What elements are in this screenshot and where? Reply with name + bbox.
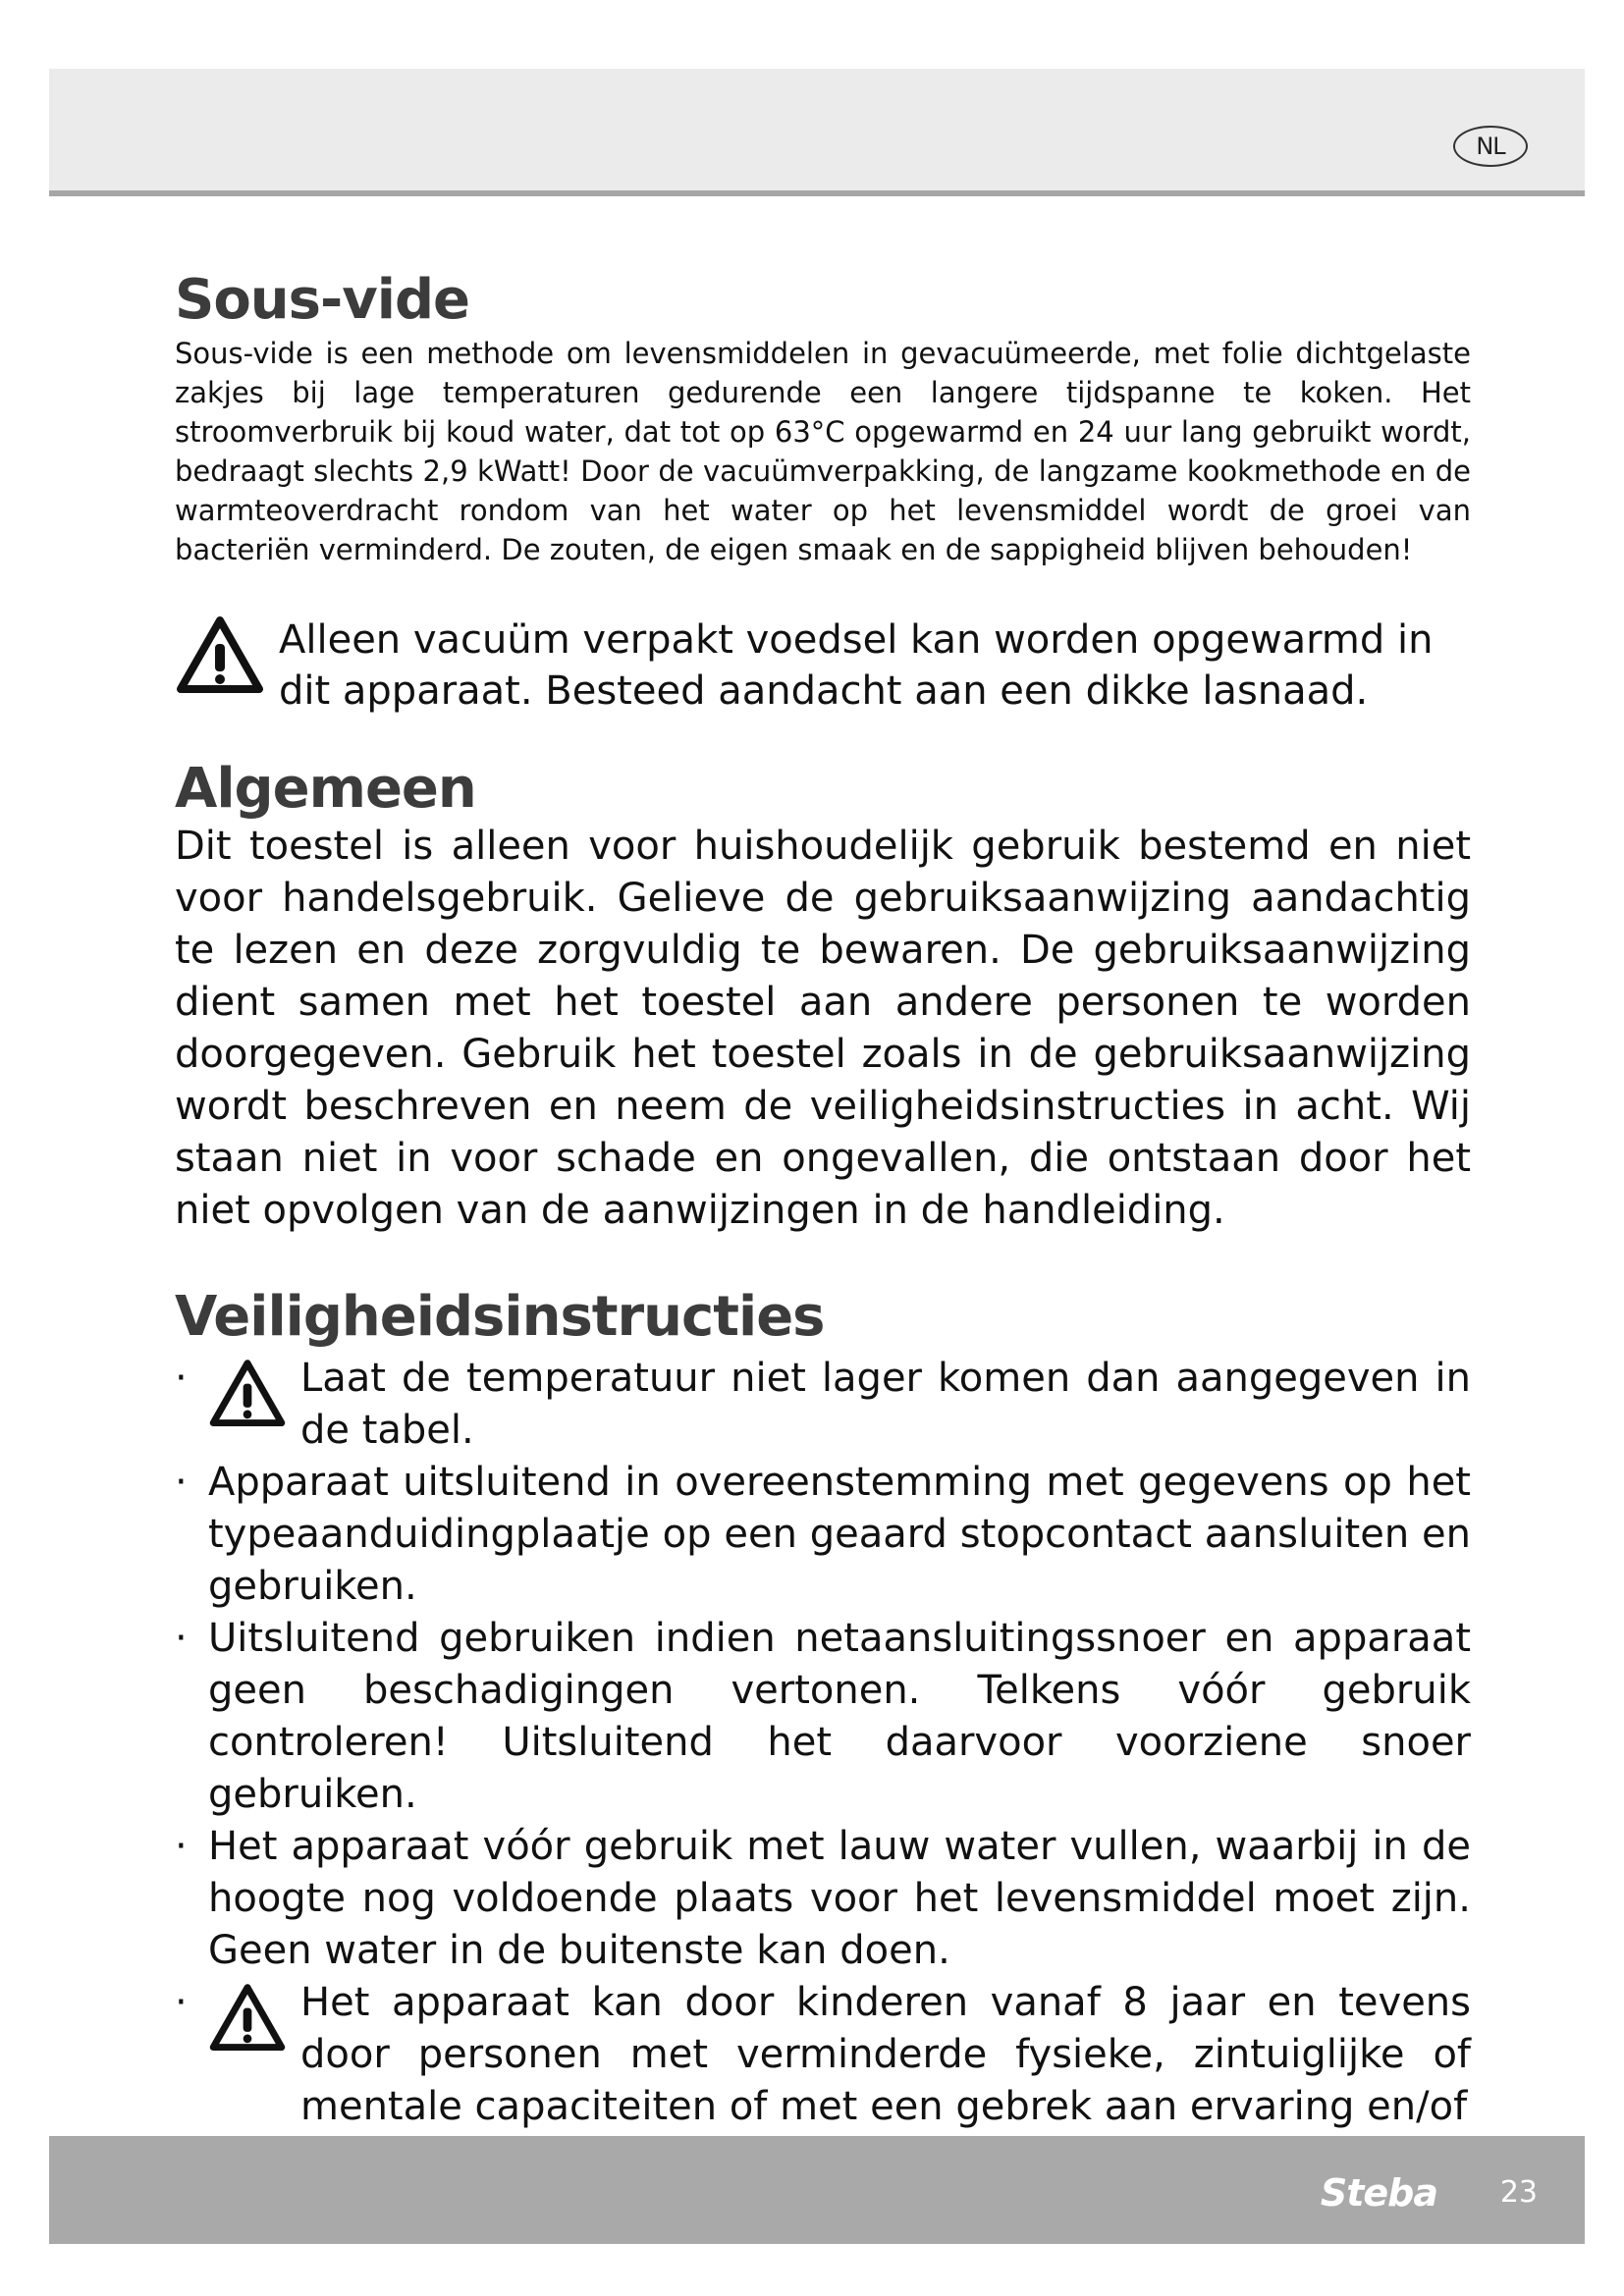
safety-item-text: Apparaat uitsluitend in overeenstemming met gegevens op het typeaanduidingplaatje op een geaard stopcontact aansluiten en gebruiken. [208, 1460, 1471, 1609]
sous-vide-paragraph: Sous-vide is een methode om levensmiddelen in gevacuümeerde, met folie dichtgelaste zakjes bij lage temperaturen gedurende een langere tijdspanne te koken. Het stroomverbruik bij koud water, dat tot op 63°C opgewarmd en 24 uur lang gebruikt wordt, bedraagt slechts 2,9 kWatt! Door de vacuümverpakking, de langzame kookmethode en de warmteoverdracht rondom van het water op het levensmiddel wordt de groei van bacteriën verminderd. De zouten, de eigen smaak en de sappigheid blijven behouden! [175, 337, 1471, 566]
brand-logo: Steba [1320, 2171, 1437, 2215]
list-item [175, 1613, 1471, 1821]
list-item [175, 1457, 1471, 1613]
warning-text: Alleen vacuüm verpakt voedsel kan worden opgewarmd in dit apparaat. Besteed aandacht aan een dikke lasnaad. [279, 617, 1434, 714]
bullet-dot: · [175, 1824, 188, 1869]
safety-item-text: Laat de temperatuur niet lager komen dan aangegeven in de tabel. [300, 1356, 1471, 1453]
heading-sous-vide: Sous-vide [175, 268, 470, 332]
section-algemeen [175, 758, 1471, 1237]
warning-triangle-icon [208, 1357, 287, 1431]
bullet-dot: · [175, 1980, 188, 2025]
bullet-dot: · [175, 1616, 188, 1661]
page-number: 23 [1499, 2175, 1538, 2210]
safety-item-text: Het apparaat vóór gebruik met lauw water vullen, waarbij in de hoogte nog voldoende plaats voor het levensmiddel moet zijn. Geen water in de buitenste kan doen. [208, 1824, 1471, 1973]
footer-bar [49, 2136, 1585, 2244]
list-item [175, 1977, 1471, 2133]
warning-triangle-icon [208, 1981, 287, 2056]
section-veiligheid [175, 1286, 1471, 2133]
safety-item-text: Het apparaat kan door kinderen vanaf 8 jaar en tevens door personen met verminderde fysieke, zintuiglijke of mentale capaciteiten of met een gebrek aan ervaring en/of [300, 1980, 1471, 2129]
header-bar [49, 69, 1585, 196]
algemeen-paragraph: Dit toestel is alleen voor huishoudelijk gebruik bestemd en niet voor handelsgebruik. Gelieve de gebruiksaanwijzing aandachtig te lezen en deze zorgvuldig te bewaren. De gebruiksaanwijzing dient samen met het toestel aan andere personen te worden doorgegeven. Gebruik het toestel zoals in de gebruiksaanwijzing wordt beschreven en neem de veiligheidsinstructies in acht. Wij staan niet in voor schade en ongevallen, die ontstaan door het niet opvolgen van de aanwijzingen in de handleiding. [175, 824, 1471, 1233]
bullet-dot: · [175, 1356, 188, 1401]
list-item [175, 1821, 1471, 1977]
safety-item-text: Uitsluitend gebruiken indien netaansluitingssnoer en apparaat geen beschadigingen vertonen. Telkens vóór gebruik controleren! Uitsluitend het daarvoor voorziene snoer gebruiken. [208, 1616, 1471, 1817]
safety-list [175, 1353, 1471, 2133]
warning-triangle-icon [175, 614, 265, 697]
list-item [175, 1353, 1471, 1457]
page-content [175, 269, 1471, 2133]
heading-veiligheidsinstructies: Veiligheidsinstructies [175, 1285, 825, 1349]
language-badge: NL [1453, 126, 1528, 167]
sous-vide-warning [175, 614, 1471, 717]
heading-algemeen: Algemeen [175, 757, 476, 821]
bullet-dot: · [175, 1460, 188, 1505]
